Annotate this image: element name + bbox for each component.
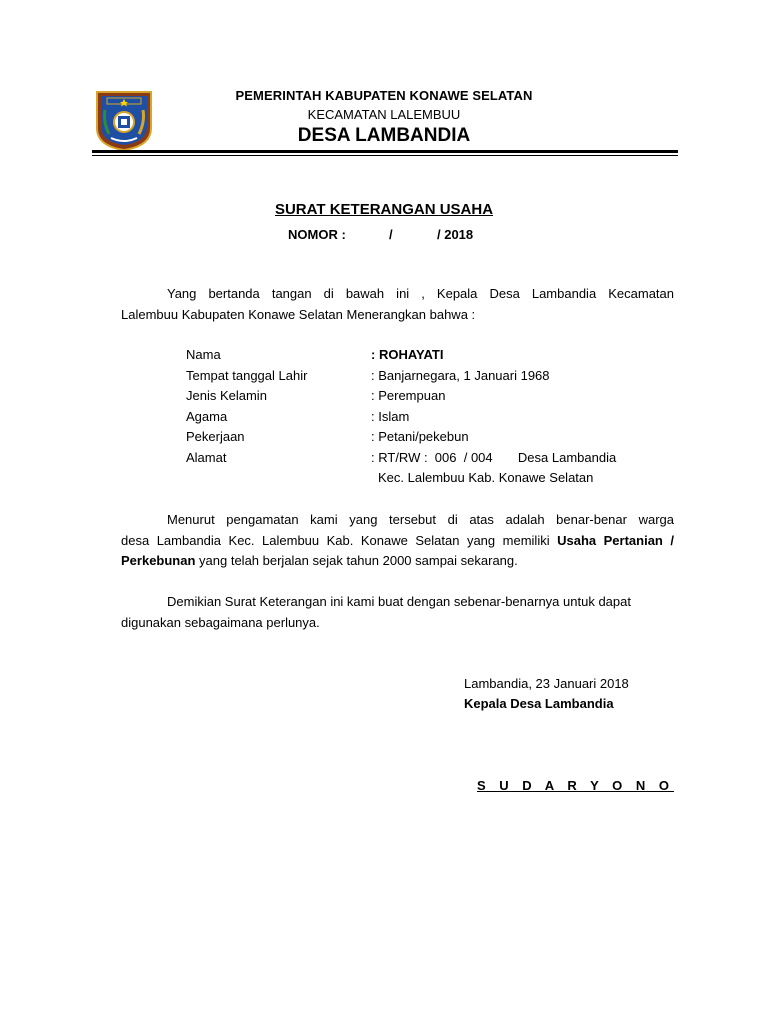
field-label-ttl: Tempat tanggal Lahir [186,368,308,383]
field-label-nama: Nama [186,347,221,362]
statement-line-2b: Usaha Pertanian / [557,532,674,548]
statement-line-3a: Perkebunan [121,553,196,568]
field-label-alamat: Alamat [186,450,227,465]
nomor-slash: / [389,227,393,242]
intro-paragraph [121,284,674,325]
signature-position: Kepala Desa Lambandia [464,696,614,711]
field-value-nama: : ROHAYATI [371,347,444,362]
field-value-pekerjaan: : Petani/pekebun [371,429,469,444]
closing-paragraph [121,592,674,633]
field-value-jenis-kelamin: : Perempuan [371,388,446,403]
kop-line-3: DESA LAMBANDIA [297,125,471,146]
kop-line-1: PEMERINTAH KABUPATEN KONAWE SELATAN [235,88,533,103]
kop-line-2: KECAMATAN LALEMBUU [307,107,461,122]
field-label-agama: Agama [186,409,228,424]
field-label-jenis-kelamin: Jenis Kelamin [186,388,267,403]
field-label-pekerjaan: Pekerjaan [186,429,245,444]
statement-paragraph [121,510,674,572]
signature-place-date: Lambandia, 23 Januari 2018 [464,676,629,691]
field-value-ttl: : Banjarnegara, 1 Januari 1968 [371,368,550,383]
closing-line-2: digunakan sebagaimana perlunya. [121,614,320,630]
closing-line-1: Demikian Surat Keterangan ini kami buat dengan sebenar-benarnya untuk dapat [167,594,631,609]
nomor-year: / 2018 [437,227,474,242]
statement-line-2a: desa Lambandia Kec. Lalembuu Kab. Konawe Selatan yang memiliki [121,532,550,548]
header-rule-thick [92,150,678,153]
statement-line-1: Menurut pengamatan kami yang tersebut di atas adalah benar-benar warga [167,512,674,527]
letter-title: SURAT KETERANGAN USAHA [274,201,494,218]
field-value-alamat-cont: Kec. Lalembuu Kab. Konawe Selatan [378,470,594,485]
intro-line-2: Lalembuu Kabupaten Konawe Selatan Menerangkan bahwa : [121,306,476,322]
header-rule-thin [92,155,678,156]
statement-line-3b: yang telah berjalan sejak tahun 2000 sampai sekarang. [195,553,518,568]
field-value-agama: : Islam [371,409,410,424]
signature-name: S U D A R Y O N O [477,778,674,793]
field-value-alamat: : RT/RW : 006 / 004 Desa Lambandia [371,450,617,465]
intro-line-1: Yang bertanda tangan di bawah ini , Kepala Desa Lambandia Kecamatan [167,286,674,301]
nomor-label: NOMOR : [288,227,346,242]
